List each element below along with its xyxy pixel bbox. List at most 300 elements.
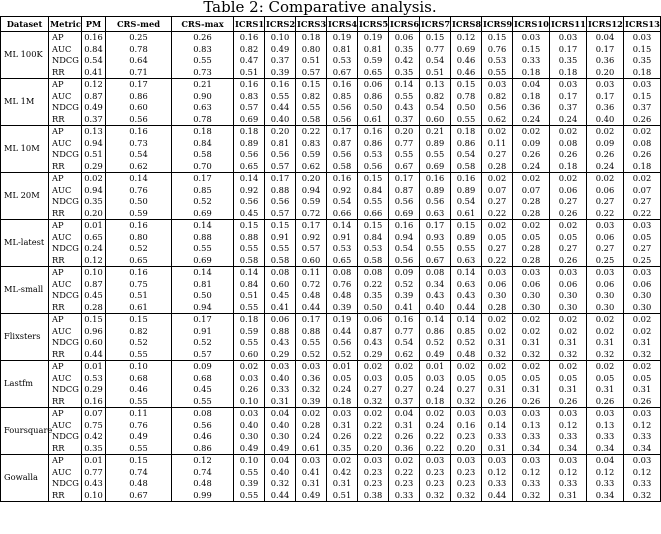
value-cell: 0.03 bbox=[624, 79, 661, 91]
value-cell: 0.31 bbox=[389, 420, 420, 432]
metric-cell: AP bbox=[49, 455, 82, 467]
value-cell: 0.76 bbox=[106, 185, 172, 197]
value-cell: 0.06 bbox=[624, 279, 661, 291]
value-cell: 0.76 bbox=[327, 279, 358, 291]
value-cell: 0.81 bbox=[172, 279, 234, 291]
value-cell: 0.42 bbox=[82, 431, 106, 443]
table-row bbox=[1, 443, 661, 455]
value-cell: 0.16 bbox=[327, 173, 358, 185]
value-cell: 0.06 bbox=[358, 79, 389, 91]
value-cell: 0.02 bbox=[234, 361, 265, 373]
metric-cell: NDCG bbox=[49, 431, 82, 443]
value-cell: 0.40 bbox=[265, 114, 296, 126]
value-cell: 0.05 bbox=[389, 373, 420, 385]
value-cell: 0.55 bbox=[234, 337, 265, 349]
value-cell: 0.11 bbox=[482, 138, 513, 150]
value-cell: 0.51 bbox=[82, 149, 106, 161]
value-cell: 0.20 bbox=[587, 67, 624, 79]
value-cell: 0.32 bbox=[358, 396, 389, 408]
value-cell: 0.51 bbox=[327, 490, 358, 502]
metric-cell: AUC bbox=[49, 420, 82, 432]
metric-cell: AP bbox=[49, 173, 82, 185]
value-cell: 0.10 bbox=[234, 396, 265, 408]
value-cell: 0.15 bbox=[106, 314, 172, 326]
dataset-cell: ML 10M bbox=[1, 126, 49, 173]
value-cell: 0.03 bbox=[624, 267, 661, 279]
value-cell: 0.03 bbox=[513, 408, 550, 420]
value-cell: 0.21 bbox=[420, 126, 451, 138]
value-cell: 0.82 bbox=[234, 44, 265, 56]
value-cell: 0.12 bbox=[82, 79, 106, 91]
value-cell: 0.14 bbox=[327, 220, 358, 232]
value-cell: 0.17 bbox=[172, 314, 234, 326]
value-cell: 0.26 bbox=[550, 208, 587, 220]
value-cell: 0.99 bbox=[172, 490, 234, 502]
value-cell: 0.33 bbox=[482, 431, 513, 443]
value-cell: 0.02 bbox=[482, 126, 513, 138]
value-cell: 0.22 bbox=[389, 467, 420, 479]
value-cell: 0.04 bbox=[513, 79, 550, 91]
value-cell: 0.03 bbox=[265, 361, 296, 373]
value-cell: 0.08 bbox=[327, 267, 358, 279]
value-cell: 0.20 bbox=[265, 126, 296, 138]
table-row bbox=[1, 243, 661, 255]
value-cell: 0.03 bbox=[513, 267, 550, 279]
value-cell: 0.18 bbox=[451, 126, 482, 138]
value-cell: 0.31 bbox=[513, 384, 550, 396]
value-cell: 0.02 bbox=[513, 126, 550, 138]
value-cell: 0.15 bbox=[265, 220, 296, 232]
metric-cell: AUC bbox=[49, 44, 82, 56]
value-cell: 0.10 bbox=[234, 455, 265, 467]
metric-cell: AP bbox=[49, 408, 82, 420]
value-cell: 0.27 bbox=[587, 196, 624, 208]
value-cell: 0.26 bbox=[389, 431, 420, 443]
table-body bbox=[1, 32, 661, 502]
value-cell: 0.24 bbox=[550, 114, 587, 126]
value-cell: 0.89 bbox=[451, 185, 482, 197]
table-caption: Table 2: Comparative analysis. bbox=[203, 0, 437, 16]
value-cell: 0.69 bbox=[451, 44, 482, 56]
value-cell: 0.53 bbox=[482, 55, 513, 67]
column-header: ICRS1 bbox=[234, 17, 265, 32]
table-row bbox=[1, 67, 661, 79]
value-cell: 0.02 bbox=[587, 361, 624, 373]
table-row bbox=[1, 267, 661, 279]
value-cell: 0.02 bbox=[451, 361, 482, 373]
value-cell: 0.02 bbox=[482, 173, 513, 185]
value-cell: 0.33 bbox=[550, 478, 587, 490]
value-cell: 0.80 bbox=[106, 232, 172, 244]
value-cell: 0.03 bbox=[587, 408, 624, 420]
table-row bbox=[1, 79, 661, 91]
value-cell: 0.49 bbox=[420, 349, 451, 361]
value-cell: 0.03 bbox=[513, 32, 550, 44]
value-cell: 0.30 bbox=[550, 302, 587, 314]
metric-cell: NDCG bbox=[49, 384, 82, 396]
value-cell: 0.63 bbox=[420, 208, 451, 220]
value-cell: 0.25 bbox=[106, 32, 172, 44]
value-cell: 0.57 bbox=[172, 349, 234, 361]
value-cell: 0.26 bbox=[550, 255, 587, 267]
value-cell: 0.89 bbox=[420, 185, 451, 197]
value-cell: 0.59 bbox=[358, 55, 389, 67]
value-cell: 0.02 bbox=[513, 326, 550, 338]
value-cell: 0.55 bbox=[389, 149, 420, 161]
value-cell: 0.89 bbox=[420, 138, 451, 150]
value-cell: 0.14 bbox=[451, 314, 482, 326]
value-cell: 0.05 bbox=[327, 373, 358, 385]
value-cell: 0.44 bbox=[327, 326, 358, 338]
value-cell: 0.27 bbox=[550, 196, 587, 208]
value-cell: 0.77 bbox=[389, 138, 420, 150]
value-cell: 0.22 bbox=[358, 431, 389, 443]
value-cell: 0.82 bbox=[482, 91, 513, 103]
value-cell: 0.71 bbox=[106, 67, 172, 79]
table-row bbox=[1, 349, 661, 361]
value-cell: 0.86 bbox=[420, 326, 451, 338]
value-cell: 0.42 bbox=[327, 467, 358, 479]
value-cell: 0.12 bbox=[624, 420, 661, 432]
value-cell: 0.27 bbox=[451, 384, 482, 396]
value-cell: 0.28 bbox=[82, 302, 106, 314]
value-cell: 0.87 bbox=[327, 138, 358, 150]
value-cell: 0.12 bbox=[550, 467, 587, 479]
value-cell: 0.52 bbox=[106, 337, 172, 349]
value-cell: 0.14 bbox=[389, 79, 420, 91]
value-cell: 0.60 bbox=[265, 279, 296, 291]
value-cell: 0.07 bbox=[82, 408, 106, 420]
value-cell: 0.16 bbox=[265, 79, 296, 91]
value-cell: 0.06 bbox=[550, 279, 587, 291]
value-cell: 0.15 bbox=[234, 220, 265, 232]
value-cell: 0.24 bbox=[296, 431, 327, 443]
dataset-cell: Foursquare bbox=[1, 408, 49, 455]
value-cell: 0.65 bbox=[106, 255, 172, 267]
value-cell: 0.31 bbox=[296, 478, 327, 490]
value-cell: 0.39 bbox=[327, 302, 358, 314]
value-cell: 0.23 bbox=[451, 467, 482, 479]
value-cell: 0.03 bbox=[624, 455, 661, 467]
value-cell: 0.05 bbox=[550, 232, 587, 244]
value-cell: 0.45 bbox=[82, 290, 106, 302]
value-cell: 0.23 bbox=[358, 478, 389, 490]
value-cell: 0.40 bbox=[265, 420, 296, 432]
value-cell: 0.62 bbox=[106, 161, 172, 173]
value-cell: 0.78 bbox=[172, 114, 234, 126]
value-cell: 0.03 bbox=[513, 455, 550, 467]
value-cell: 0.89 bbox=[451, 232, 482, 244]
value-cell: 0.92 bbox=[327, 185, 358, 197]
metric-cell: NDCG bbox=[49, 243, 82, 255]
value-cell: 0.50 bbox=[451, 102, 482, 114]
value-cell: 0.32 bbox=[296, 384, 327, 396]
value-cell: 0.44 bbox=[82, 349, 106, 361]
value-cell: 0.69 bbox=[389, 208, 420, 220]
table-row bbox=[1, 91, 661, 103]
value-cell: 0.03 bbox=[234, 408, 265, 420]
value-cell: 0.37 bbox=[265, 55, 296, 67]
value-cell: 0.04 bbox=[587, 455, 624, 467]
table-row bbox=[1, 220, 661, 232]
value-cell: 0.29 bbox=[358, 349, 389, 361]
value-cell: 0.78 bbox=[451, 91, 482, 103]
value-cell: 0.06 bbox=[265, 314, 296, 326]
value-cell: 0.02 bbox=[389, 361, 420, 373]
value-cell: 0.52 bbox=[296, 349, 327, 361]
value-cell: 0.06 bbox=[482, 279, 513, 291]
value-cell: 0.13 bbox=[587, 420, 624, 432]
value-cell: 0.44 bbox=[265, 102, 296, 114]
value-cell: 0.32 bbox=[451, 396, 482, 408]
value-cell: 0.14 bbox=[172, 267, 234, 279]
value-cell: 0.61 bbox=[106, 302, 172, 314]
value-cell: 0.82 bbox=[106, 326, 172, 338]
value-cell: 0.26 bbox=[513, 149, 550, 161]
value-cell: 0.18 bbox=[172, 126, 234, 138]
value-cell: 0.02 bbox=[587, 126, 624, 138]
column-header: ICRS8 bbox=[451, 17, 482, 32]
value-cell: 0.35 bbox=[389, 44, 420, 56]
table-row bbox=[1, 126, 661, 138]
value-cell: 0.61 bbox=[358, 114, 389, 126]
value-cell: 0.44 bbox=[265, 490, 296, 502]
value-cell: 0.16 bbox=[234, 32, 265, 44]
value-cell: 0.91 bbox=[172, 326, 234, 338]
dataset-cell: ML-latest bbox=[1, 220, 49, 267]
value-cell: 0.12 bbox=[451, 32, 482, 44]
value-cell: 0.43 bbox=[389, 102, 420, 114]
value-cell: 0.61 bbox=[451, 208, 482, 220]
value-cell: 0.26 bbox=[587, 149, 624, 161]
value-cell: 0.21 bbox=[172, 79, 234, 91]
value-cell: 0.03 bbox=[296, 455, 327, 467]
value-cell: 0.85 bbox=[172, 185, 234, 197]
value-cell: 0.55 bbox=[234, 243, 265, 255]
value-cell: 0.75 bbox=[82, 420, 106, 432]
column-header: ICRS6 bbox=[389, 17, 420, 32]
value-cell: 0.44 bbox=[296, 302, 327, 314]
value-cell: 0.84 bbox=[82, 44, 106, 56]
value-cell: 0.52 bbox=[451, 337, 482, 349]
value-cell: 0.43 bbox=[265, 337, 296, 349]
metric-cell: AUC bbox=[49, 326, 82, 338]
value-cell: 0.39 bbox=[296, 396, 327, 408]
value-cell: 0.31 bbox=[265, 396, 296, 408]
value-cell: 0.55 bbox=[265, 91, 296, 103]
value-cell: 0.02 bbox=[550, 361, 587, 373]
value-cell: 0.55 bbox=[389, 91, 420, 103]
value-cell: 0.02 bbox=[550, 220, 587, 232]
value-cell: 0.27 bbox=[624, 196, 661, 208]
value-cell: 0.94 bbox=[389, 232, 420, 244]
value-cell: 0.02 bbox=[513, 220, 550, 232]
value-cell: 0.88 bbox=[265, 185, 296, 197]
value-cell: 0.22 bbox=[587, 208, 624, 220]
value-cell: 0.53 bbox=[358, 149, 389, 161]
value-cell: 0.28 bbox=[513, 255, 550, 267]
value-cell: 0.12 bbox=[624, 467, 661, 479]
value-cell: 0.30 bbox=[482, 290, 513, 302]
value-cell: 0.56 bbox=[389, 196, 420, 208]
value-cell: 0.65 bbox=[358, 67, 389, 79]
metric-cell: NDCG bbox=[49, 337, 82, 349]
metric-cell: AP bbox=[49, 314, 82, 326]
value-cell: 0.96 bbox=[82, 326, 106, 338]
value-cell: 0.02 bbox=[358, 361, 389, 373]
value-cell: 0.33 bbox=[550, 431, 587, 443]
value-cell: 0.23 bbox=[451, 431, 482, 443]
value-cell: 0.87 bbox=[82, 91, 106, 103]
value-cell: 0.26 bbox=[482, 396, 513, 408]
value-cell: 0.35 bbox=[82, 196, 106, 208]
value-cell: 0.31 bbox=[587, 337, 624, 349]
value-cell: 0.44 bbox=[482, 490, 513, 502]
value-cell: 0.28 bbox=[513, 196, 550, 208]
table-row bbox=[1, 490, 661, 502]
value-cell: 0.31 bbox=[550, 337, 587, 349]
value-cell: 0.01 bbox=[82, 361, 106, 373]
value-cell: 0.67 bbox=[327, 67, 358, 79]
value-cell: 0.74 bbox=[106, 467, 172, 479]
value-cell: 0.02 bbox=[327, 455, 358, 467]
value-cell: 0.69 bbox=[234, 114, 265, 126]
value-cell: 0.58 bbox=[358, 255, 389, 267]
value-cell: 0.50 bbox=[358, 102, 389, 114]
value-cell: 0.28 bbox=[513, 208, 550, 220]
value-cell: 0.02 bbox=[513, 314, 550, 326]
value-cell: 0.65 bbox=[234, 161, 265, 173]
value-cell: 0.02 bbox=[513, 173, 550, 185]
value-cell: 0.49 bbox=[296, 490, 327, 502]
value-cell: 0.53 bbox=[82, 373, 106, 385]
value-cell: 0.18 bbox=[234, 314, 265, 326]
value-cell: 0.52 bbox=[389, 279, 420, 291]
value-cell: 0.22 bbox=[358, 420, 389, 432]
table-row bbox=[1, 337, 661, 349]
table-row bbox=[1, 420, 661, 432]
value-cell: 0.02 bbox=[587, 326, 624, 338]
column-header: ICRS11 bbox=[550, 17, 587, 32]
value-cell: 0.56 bbox=[327, 337, 358, 349]
value-cell: 0.16 bbox=[106, 267, 172, 279]
value-cell: 0.15 bbox=[482, 32, 513, 44]
value-cell: 0.31 bbox=[513, 337, 550, 349]
value-cell: 0.60 bbox=[296, 255, 327, 267]
value-cell: 0.17 bbox=[172, 173, 234, 185]
value-cell: 0.87 bbox=[358, 326, 389, 338]
value-cell: 0.07 bbox=[624, 185, 661, 197]
value-cell: 0.20 bbox=[82, 208, 106, 220]
column-header: Metric bbox=[49, 17, 82, 32]
value-cell: 0.17 bbox=[327, 126, 358, 138]
value-cell: 0.56 bbox=[420, 196, 451, 208]
value-cell: 0.18 bbox=[624, 161, 661, 173]
value-cell: 0.74 bbox=[172, 467, 234, 479]
table-row bbox=[1, 232, 661, 244]
value-cell: 0.22 bbox=[296, 126, 327, 138]
value-cell: 0.12 bbox=[587, 467, 624, 479]
value-cell: 0.31 bbox=[624, 337, 661, 349]
value-cell: 0.93 bbox=[420, 232, 451, 244]
value-cell: 0.39 bbox=[265, 67, 296, 79]
value-cell: 0.15 bbox=[296, 79, 327, 91]
dataset-cell: ML 100K bbox=[1, 32, 49, 79]
table-row bbox=[1, 161, 661, 173]
value-cell: 0.56 bbox=[358, 161, 389, 173]
value-cell: 0.72 bbox=[296, 208, 327, 220]
value-cell: 0.33 bbox=[389, 490, 420, 502]
metric-cell: RR bbox=[49, 161, 82, 173]
value-cell: 0.35 bbox=[82, 443, 106, 455]
value-cell: 0.37 bbox=[82, 114, 106, 126]
table-row bbox=[1, 255, 661, 267]
value-cell: 0.80 bbox=[296, 44, 327, 56]
value-cell: 0.01 bbox=[82, 220, 106, 232]
value-cell: 0.52 bbox=[172, 196, 234, 208]
value-cell: 0.18 bbox=[513, 91, 550, 103]
value-cell: 0.05 bbox=[624, 373, 661, 385]
value-cell: 0.58 bbox=[296, 114, 327, 126]
value-cell: 0.09 bbox=[587, 138, 624, 150]
value-cell: 0.17 bbox=[106, 79, 172, 91]
value-cell: 0.10 bbox=[106, 361, 172, 373]
value-cell: 0.14 bbox=[482, 420, 513, 432]
value-cell: 0.03 bbox=[327, 408, 358, 420]
value-cell: 0.76 bbox=[106, 420, 172, 432]
value-cell: 0.27 bbox=[587, 243, 624, 255]
value-cell: 0.34 bbox=[587, 490, 624, 502]
value-cell: 0.85 bbox=[451, 326, 482, 338]
value-cell: 0.30 bbox=[550, 290, 587, 302]
value-cell: 0.44 bbox=[451, 302, 482, 314]
value-cell: 0.67 bbox=[106, 490, 172, 502]
value-cell: 0.16 bbox=[234, 79, 265, 91]
table-row bbox=[1, 185, 661, 197]
value-cell: 0.48 bbox=[296, 290, 327, 302]
column-header: ICRS7 bbox=[420, 17, 451, 32]
value-cell: 0.02 bbox=[482, 314, 513, 326]
value-cell: 0.29 bbox=[82, 161, 106, 173]
value-cell: 0.41 bbox=[296, 467, 327, 479]
value-cell: 0.49 bbox=[265, 443, 296, 455]
value-cell: 0.55 bbox=[451, 114, 482, 126]
value-cell: 0.24 bbox=[327, 384, 358, 396]
value-cell: 0.88 bbox=[296, 326, 327, 338]
value-cell: 0.42 bbox=[389, 55, 420, 67]
metric-cell: NDCG bbox=[49, 55, 82, 67]
value-cell: 0.28 bbox=[482, 161, 513, 173]
dataset-cell: ML 1M bbox=[1, 79, 49, 126]
value-cell: 0.16 bbox=[451, 173, 482, 185]
value-cell: 0.66 bbox=[327, 208, 358, 220]
value-cell: 0.14 bbox=[172, 220, 234, 232]
value-cell: 0.70 bbox=[172, 161, 234, 173]
value-cell: 0.06 bbox=[587, 232, 624, 244]
value-cell: 0.03 bbox=[550, 408, 587, 420]
value-cell: 0.62 bbox=[296, 161, 327, 173]
value-cell: 0.15 bbox=[451, 220, 482, 232]
value-cell: 0.67 bbox=[420, 255, 451, 267]
value-cell: 0.13 bbox=[513, 420, 550, 432]
value-cell: 0.75 bbox=[106, 279, 172, 291]
value-cell: 0.03 bbox=[296, 361, 327, 373]
value-cell: 0.16 bbox=[106, 126, 172, 138]
value-cell: 0.04 bbox=[265, 408, 296, 420]
value-cell: 0.03 bbox=[482, 408, 513, 420]
value-cell: 0.18 bbox=[420, 396, 451, 408]
metric-cell: RR bbox=[49, 114, 82, 126]
